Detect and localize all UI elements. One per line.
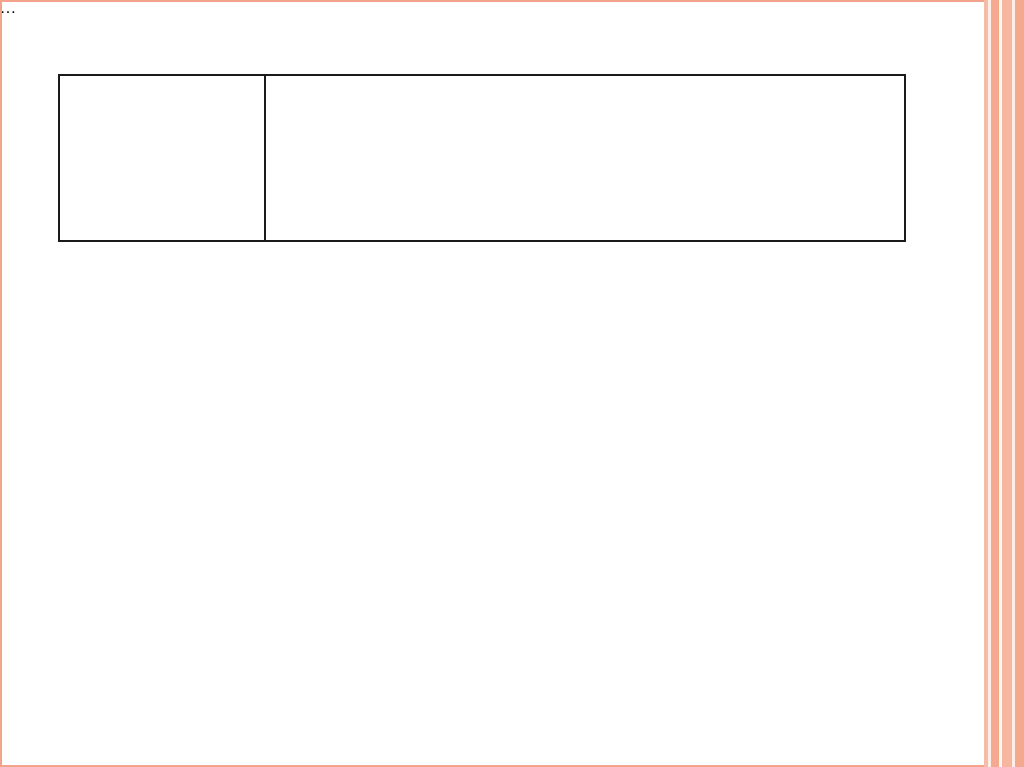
stripe (1002, 0, 1012, 767)
row-label-cell (59, 75, 265, 241)
decorative-stripes (984, 0, 1024, 767)
stripe (991, 0, 999, 767)
program-structure-table (58, 74, 906, 242)
stripe (1015, 0, 1024, 767)
table-row (59, 75, 905, 241)
slide: … (0, 0, 1024, 767)
row-content-cell (265, 75, 905, 241)
